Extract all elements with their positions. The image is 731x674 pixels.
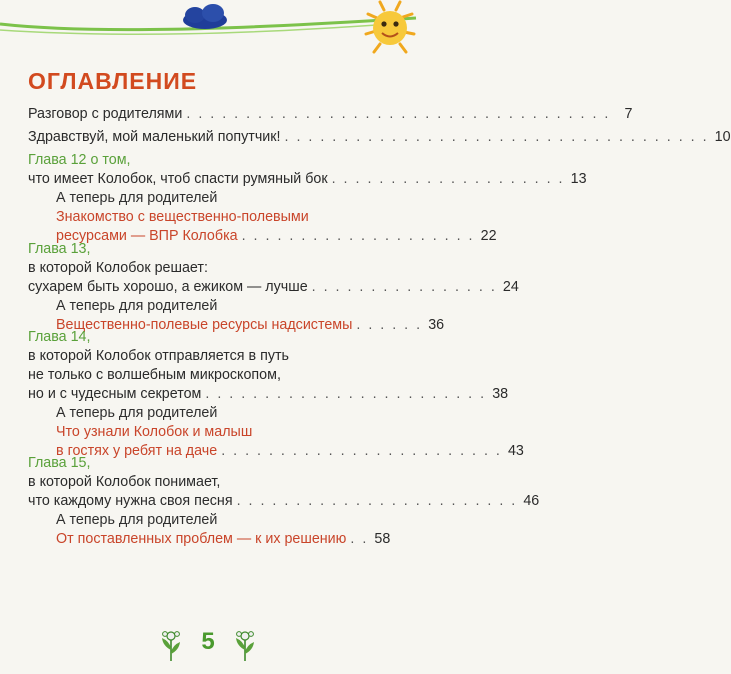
toc-entry[interactable]: но и с чудесным секретом . . . . . . . . . . . . . . . . . . . . . . . . 38 [28, 386, 509, 402]
cloud-icon [183, 4, 227, 29]
page-number: 13 [570, 171, 587, 187]
toc-entry[interactable]: От поставленных проблем — к их решению . . 58 [56, 531, 391, 547]
page-number: 36 [428, 317, 445, 333]
parents-label: А теперь для родителей [56, 512, 218, 528]
toc-entry[interactable]: ресурсами — ВПР Колобка . . . . . . . . . . . . . . . . . . . . 22 [56, 228, 497, 244]
kolobok-sun-icon [366, 2, 414, 52]
flower-sprig-icon [158, 628, 184, 662]
chapter-heading: Глава 14, [28, 329, 91, 345]
toc-entry[interactable]: что каждому нужна своя песня . . . . . . . . . . . . . . . . . . . . . . . . 46 [28, 493, 540, 509]
toc-entry[interactable]: в гостях у ребят на даче . . . . . . . . . . . . . . . . . . . . . . . . 43 [56, 443, 524, 459]
chapter-heading: Глава 12 о том, [28, 152, 131, 168]
page-number: 7 [624, 106, 633, 122]
chapter-subtitle: не только с волшебным микроскопом, [28, 367, 281, 383]
chapter-subtitle: в которой Колобок понимает, [28, 474, 221, 490]
chapter-subtitle: в которой Колобок отправляется в путь [28, 348, 289, 364]
toc-entry[interactable]: Вещественно-полевые ресурсы надсистемы . . . . . . 36 [56, 317, 445, 333]
chapter-subtitle: в которой Колобок решает: [28, 260, 208, 276]
page-footer-number: 5 [201, 628, 215, 655]
parents-label: А теперь для родителей [56, 405, 218, 421]
page-number: 24 [502, 279, 519, 295]
chapter-heading: Глава 15, [28, 455, 91, 471]
toc-entry[interactable]: Разговор с родителями . . . . . . . . . . . . . . . . . . . . . . . . . . . . . . . . . . . . 7 [28, 106, 633, 122]
section-title: Знакомство с вещественно-полевыми [56, 209, 309, 225]
toc-entry[interactable]: что имеет Колобок, чтоб спасти румяный бок . . . . . . . . . . . . . . . . . . . . 13 [28, 171, 587, 187]
page-number: 22 [480, 228, 497, 244]
toc-title: ОГЛАВЛЕНИЕ [28, 68, 198, 94]
toc-entry[interactable]: Здравствуй, мой маленький попутчик! . . . . . . . . . . . . . . . . . . . . . . . . . . . . . . . . . . . . 10 [28, 129, 731, 145]
page-number: 58 [374, 531, 391, 547]
flower-sprig-icon [232, 628, 258, 662]
page-number: 38 [492, 386, 509, 402]
toc-entry[interactable]: сухарем быть хорошо, а ежиком — лучше . . . . . . . . . . . . . . . . 24 [28, 279, 519, 295]
parents-label: А теперь для родителей [56, 298, 218, 314]
page-number: 46 [523, 493, 540, 509]
page-number: 43 [507, 443, 524, 459]
chapter-heading: Глава 13, [28, 241, 91, 257]
page-number: 10 [714, 129, 731, 145]
header-decoration [0, 0, 416, 70]
parents-label: А теперь для родителей [56, 190, 218, 206]
section-title: Что узнали Колобок и малыш [56, 424, 253, 440]
